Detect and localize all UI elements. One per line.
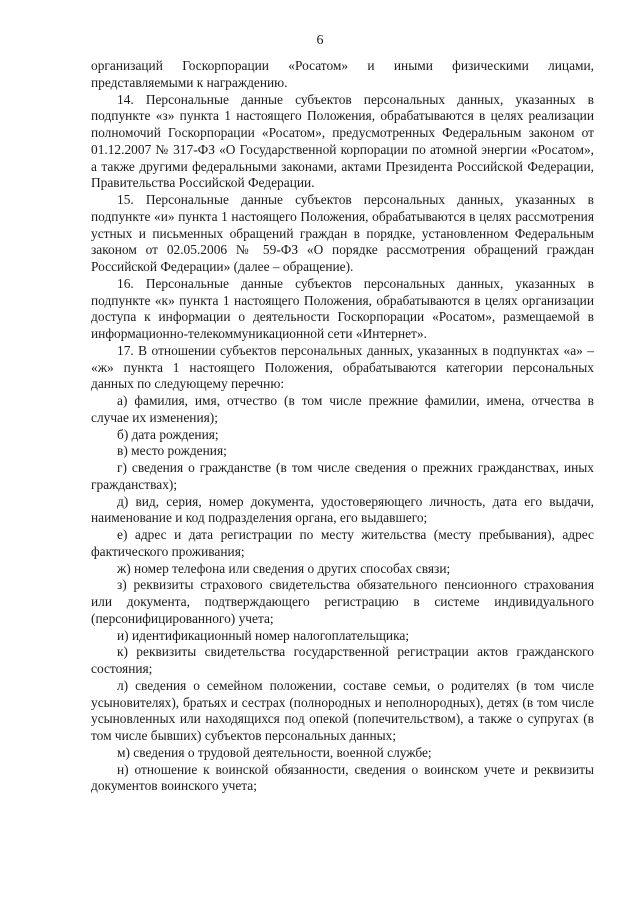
list-item-v: в) место рождения; xyxy=(117,443,227,459)
list-item-e: е) адрес и дата регистрации по месту жительства (месту пребывания), адрес фактического проживания; xyxy=(91,527,594,559)
document-body xyxy=(91,58,594,795)
list-item-n: н) отношение к воинской обязанности, сведения о воинском учете и реквизиты документов воинского учета; xyxy=(91,761,594,794)
list-item-z: з) реквизиты страхового свидетельства обязательного пенсионного страхования или документа, подтверждающего регистрацию в системе индивидуального (персонифицированного) учета; xyxy=(91,577,594,626)
list-item-g: г) сведения о гражданстве (в том числе сведения о прежних гражданствах, иных гражданствах); xyxy=(91,460,594,492)
list-item-a: а) фамилия, имя, отчество (в том числе прежние фамилии, имена, отчества в случае их изменения); xyxy=(91,393,594,425)
list-item-k: к) реквизиты свидетельства государственной регистрации актов гражданского состояния; xyxy=(91,644,594,676)
paragraph-17: 17. В отношении субъектов персональных данных, указанных в подпунктах «а» – «ж» пункта 1 настоящего Положения, обрабатываются категории персональных данных по следующему перечню: xyxy=(91,342,594,392)
list-item-b: б) дата рождения; xyxy=(117,426,219,442)
list-item-m: м) сведения о трудовой деятельности, военной службе; xyxy=(117,744,432,760)
list-item-d: д) вид, серия, номер документа, удостоверяющего личность, дата его выдачи, наименование и код подразделения органа, его выдавшего; xyxy=(91,493,594,526)
paragraph-14: 14. Персональные данные субъектов персональных данных, указанных в подпункте «з» пункта 1 настоящего Положения, обрабатываются в целях реализации полномочий Госкорпорации «Росатом», предусмотренных Федеральным законом от 01.12.2007 № 317-ФЗ «О Государственной корпорации по атомной энергии «Росатом», а также другими федеральными законами, актами Президента Российской Федерации, Правительства Российской Федерации. xyxy=(91,91,594,191)
list-item-zh: ж) номер телефона или сведения о других способах связи; xyxy=(117,560,451,576)
paragraph-continuation: организаций Госкорпорации «Росатом» и иными физическими лицами, представляемыми к награждению. xyxy=(91,58,594,90)
page-number: 6 xyxy=(316,33,324,48)
list-item-l: л) сведения о семейном положении, составе семьи, о родителях (в том числе усыновителях), братьях и сестрах (полнородных и неполнородных), детях (в том числе усыновленных или находящихся под опекой (попечительством), а также о супругах (в том числе бывших) субъектов персональных данных; xyxy=(91,677,594,743)
list-item-i: и) идентификационный номер налогоплательщика; xyxy=(117,627,410,643)
paragraph-15: 15. Персональные данные субъектов персональных данных, указанных в подпункте «и» пункта 1 настоящего Положения, обрабатываются в целях рассмотрения устных и письменных обращений граждан в порядке, установленном Федеральным законом от 02.05.2006 № 59-ФЗ «О порядке рассмотрения обращений граждан Российской Федерации» (далее – обращение). xyxy=(91,192,594,274)
paragraph-16: 16. Персональные данные субъектов персональных данных, указанных в подпункте «к» пункта 1 настоящего Положения, обрабатываются в целях организации доступа к информации о деятельности Госкорпорации «Росатом», размещаемой в информационно-телекоммуникационной сети «Интернет». xyxy=(91,275,594,341)
